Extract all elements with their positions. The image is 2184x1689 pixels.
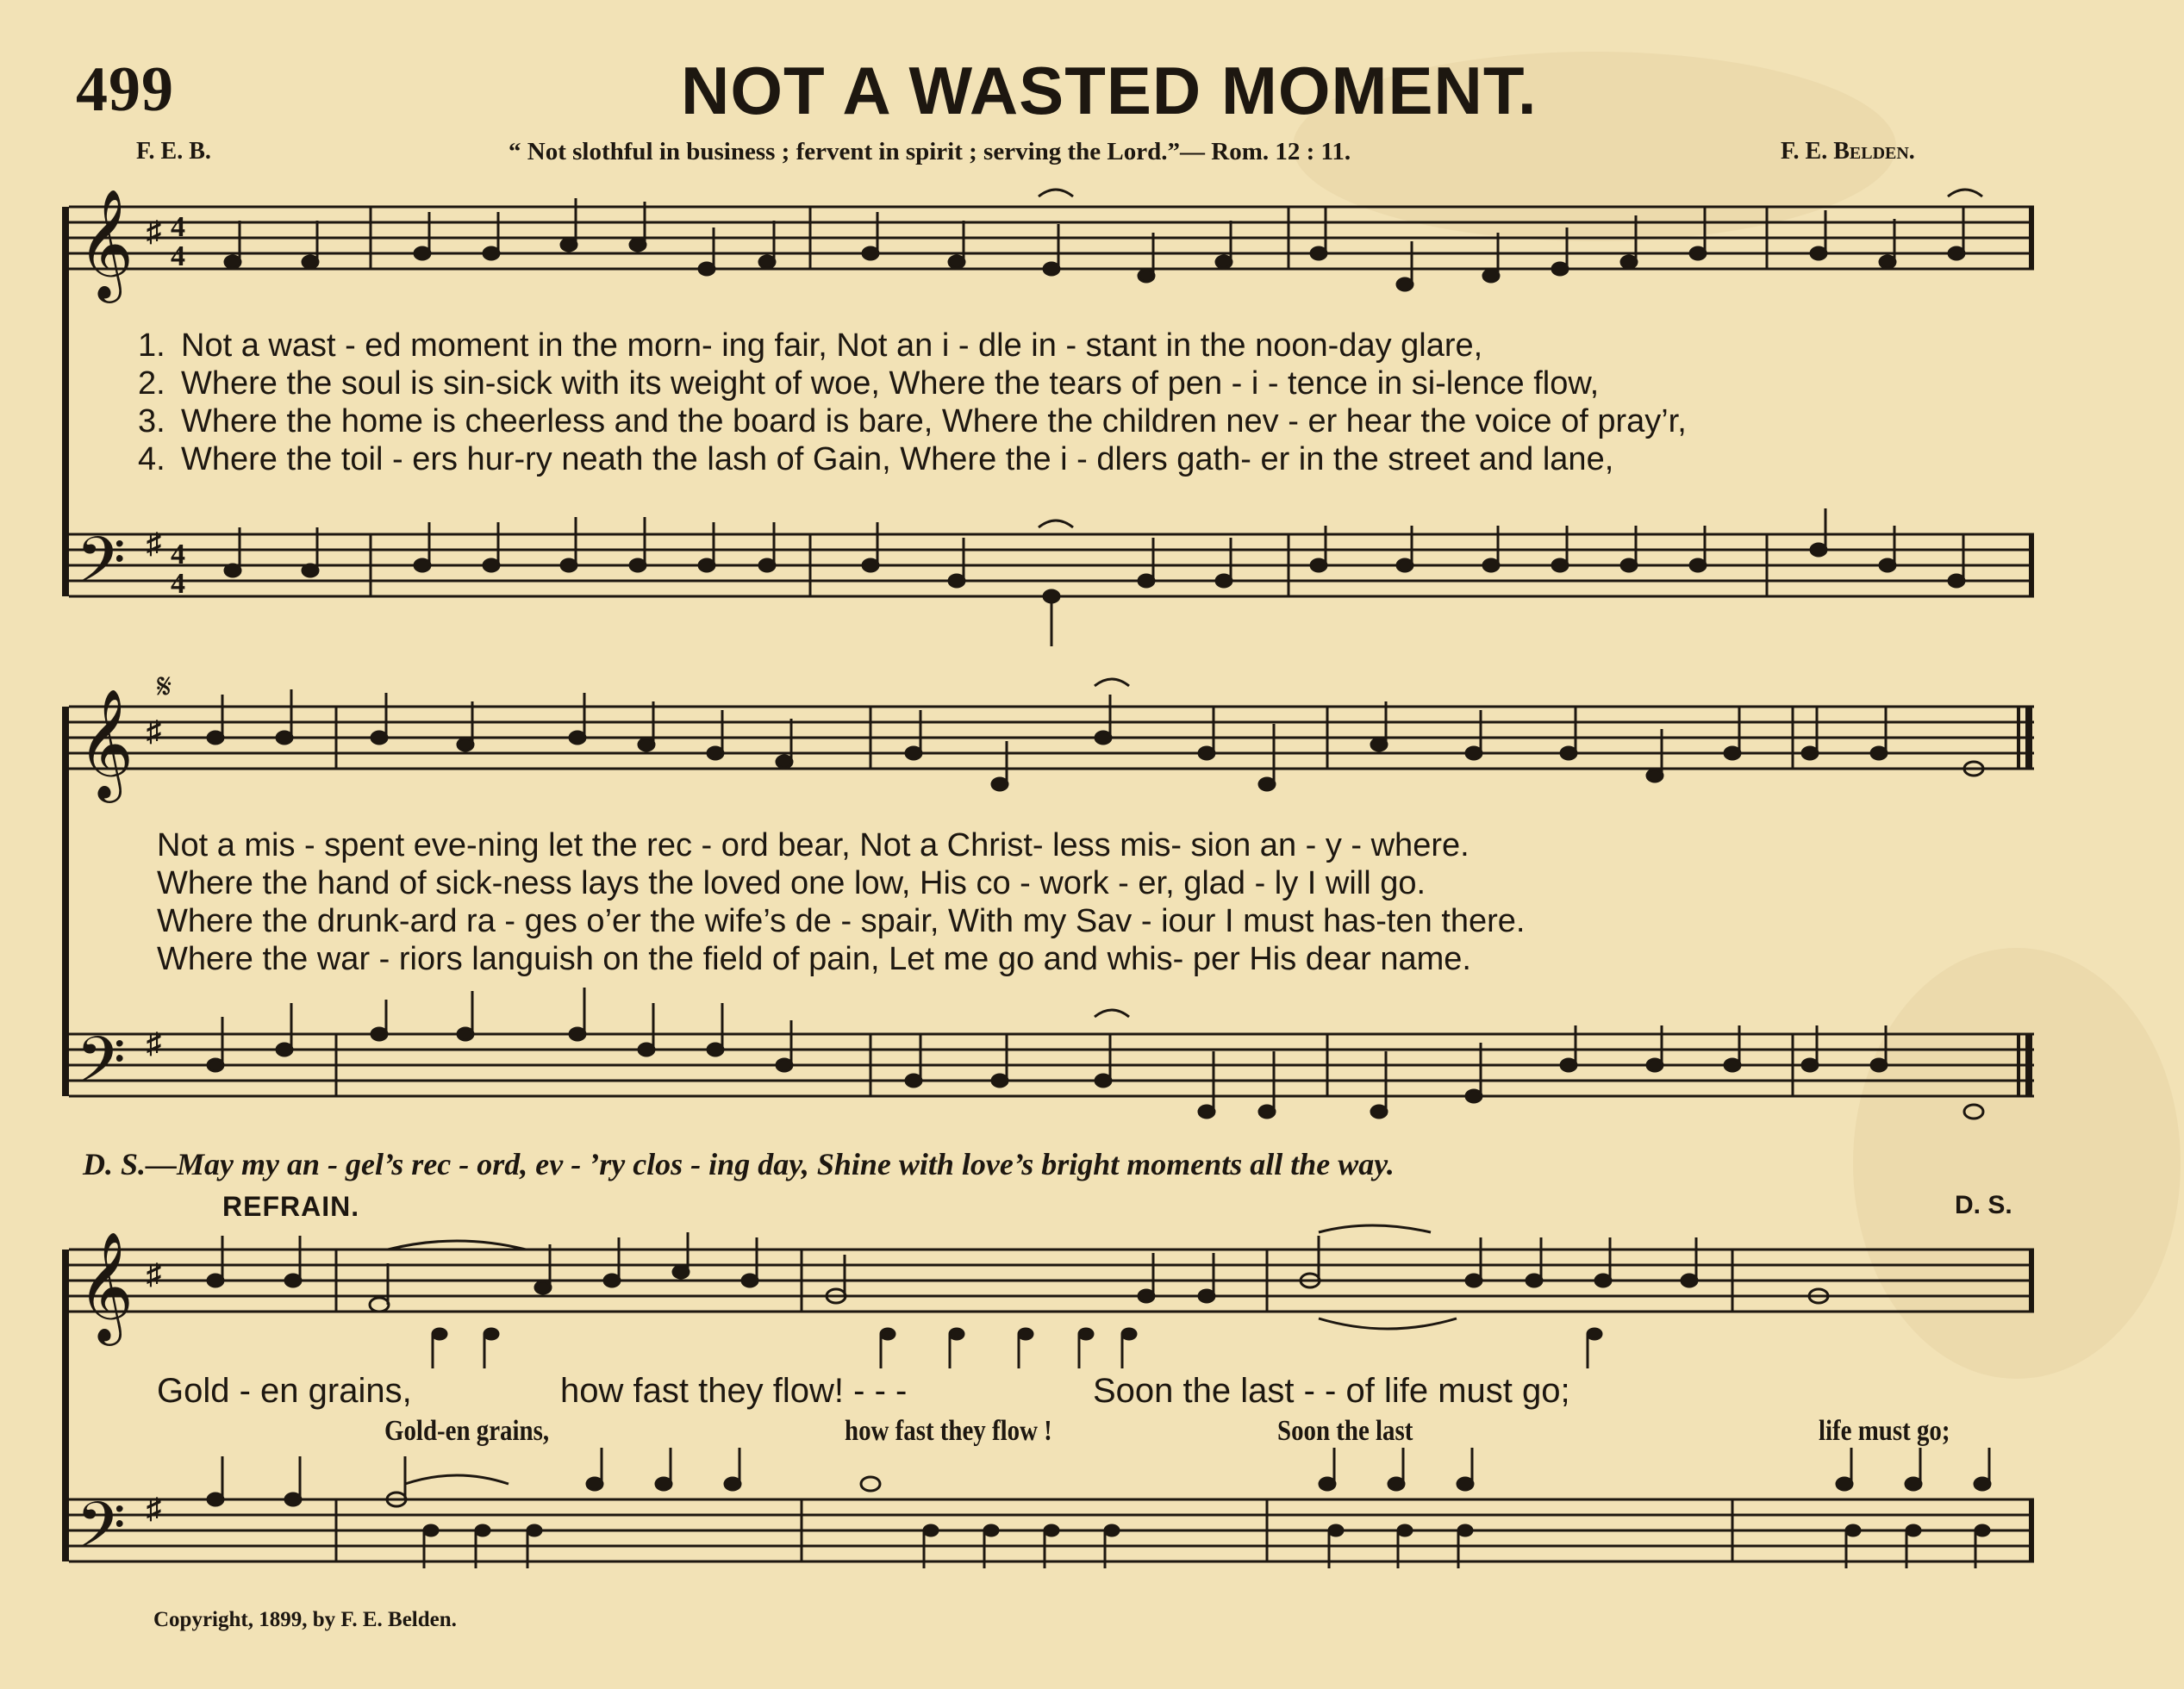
composer-credit: F. E. Belden. — [1781, 138, 1915, 165]
refrain-echo-lyric-2: how fast they flow ! — [845, 1415, 1052, 1447]
hymn-title: NOT A WASTED MOMENT. — [681, 53, 1538, 128]
treble-staff — [69, 207, 2034, 269]
refrain-echo-lyric-1: Gold-en grains, — [384, 1415, 550, 1447]
refrain-label: REFRAIN. — [222, 1191, 360, 1222]
svg-text:4: 4 — [171, 240, 185, 272]
verse-line-3 — [138, 403, 1687, 440]
svg-text:♯: ♯ — [147, 528, 161, 560]
hymn-number: 499 — [76, 54, 174, 125]
lyricist-credit: F. E. B. — [136, 138, 211, 165]
verse-continuation-line-3: Where the drunk-ard ra - ges o’er the wife’s de - spair, With my Sav - iour I must has-ten there. — [157, 903, 1526, 939]
refrain-echo-lyric-4: life must go; — [1819, 1415, 1950, 1447]
verse-text: Where the toil - ers hur-ry neath the lash of Gain, Where the i - dlers gath- er in the street and lane, — [181, 441, 1614, 477]
verse-number: 3. — [138, 403, 165, 439]
verse-continuation-line-4: Where the war - riors languish on the field of pain, Let me go and whis- per His dear name. — [157, 941, 1471, 977]
svg-text:𝄢: 𝄢 — [76, 1488, 126, 1579]
svg-text:4: 4 — [171, 211, 185, 243]
verse-line-1 — [138, 327, 1482, 365]
svg-text:♯: ♯ — [147, 216, 161, 248]
svg-text:4: 4 — [171, 539, 185, 570]
svg-text:♯: ♯ — [147, 1028, 161, 1060]
verse-line-2 — [138, 365, 1599, 402]
refrain-lyric-1: Gold - en grains, — [157, 1372, 412, 1410]
verse-continuation-line-1: Not a mis - spent eve-ning let the rec - ord bear, Not a Christ- less mis- sion an - y - where. — [157, 827, 1470, 863]
scripture-epigraph: “ Not slothful in business ; fervent in spirit ; serving the Lord.”— Rom. 12 : 11. — [509, 138, 1351, 165]
svg-text:𝄢: 𝄢 — [76, 523, 126, 614]
verse-line-4 — [138, 441, 1613, 478]
verse-number: 4. — [138, 441, 165, 477]
verse-text: Where the soul is sin-sick with its weight of woe, Where the tears of pen - i - tence in si-lence flow, — [181, 365, 1600, 402]
dal-segno-mark: D. S. — [1955, 1191, 2012, 1219]
copyright-notice: Copyright, 1899, by F. E. Belden. — [153, 1608, 457, 1631]
verse-continuation-line-2: Where the hand of sick-ness lays the loved one low, His co - work - er, glad - ly I will go. — [157, 865, 1426, 901]
svg-text:𝄢: 𝄢 — [76, 1023, 126, 1113]
svg-text:𝄞: 𝄞 — [78, 1231, 134, 1341]
refrain-echo-lyric-3: Soon the last — [1277, 1415, 1413, 1447]
svg-text:𝄋: 𝄋 — [157, 667, 172, 707]
verse-number: 2. — [138, 365, 165, 402]
svg-text:♯: ♯ — [147, 1259, 161, 1291]
svg-text:4: 4 — [171, 568, 185, 600]
verse-text: Where the home is cheerless and the board is bare, Where the children nev - er hear the voice of pray’r, — [181, 403, 1687, 439]
refrain-lyric-3: Soon the last - - of life must go; — [1093, 1372, 1570, 1410]
svg-text:𝄞: 𝄞 — [78, 688, 134, 798]
svg-text:𝄞: 𝄞 — [78, 188, 134, 298]
svg-text:♯: ♯ — [147, 716, 161, 748]
refrain-lyric-2: how fast they flow! - - - — [560, 1372, 908, 1410]
treble-staff — [69, 1250, 2034, 1312]
dal-segno-lyric: D. S.—May my an - gel’s rec - ord, ev - ’ry clos - ing day, Shine with love’s bright moments all the way. — [83, 1147, 1395, 1181]
svg-text:♯: ♯ — [147, 1493, 161, 1525]
verse-number: 1. — [138, 327, 165, 364]
verse-text: Not a wast - ed moment in the morn- ing fair, Not an i - dle in - stant in the noon-day glare, — [181, 327, 1483, 364]
bass-staff — [69, 534, 2034, 596]
